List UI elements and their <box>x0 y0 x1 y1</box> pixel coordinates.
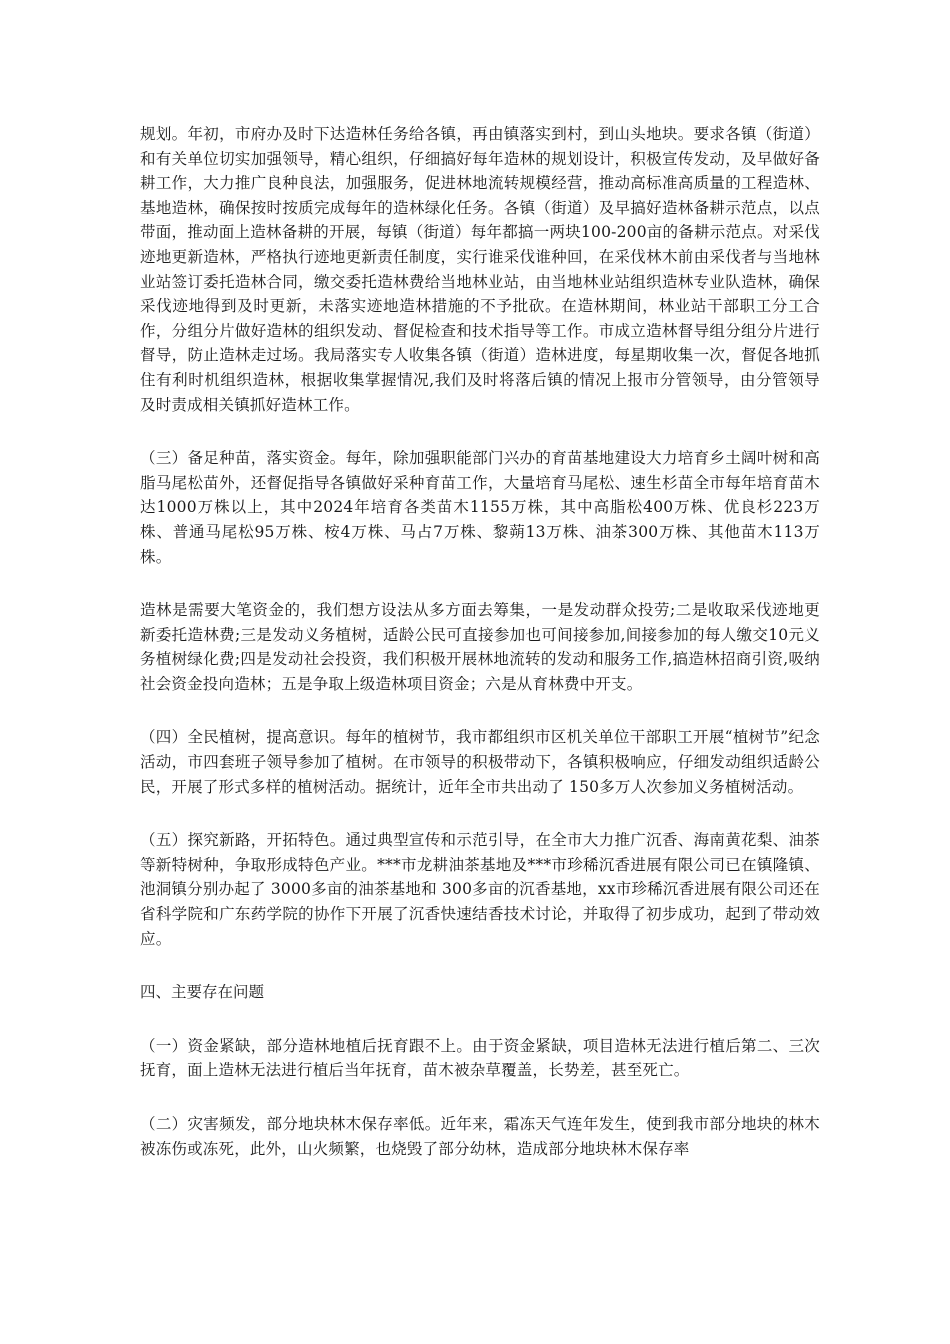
paragraph-afforestation-planning: 规划。年初，市府办及时下达造林任务给各镇，再由镇落实到村，到山头地块。要求各镇（街道）和有关单位切实加强领导，精心组织，仔细搞好每年造林的规划设计，积极宣传发动，及早做好备耕工作，大力推广良种良法，加强服务，促进林地流转规模经营，推动高标准高质量的工程造林、基地造林，确保按时按质完成每年的造林绿化任务。各镇（街道）及早搞好造林备耕示范点，以点带面，推动面上造林备耕的开展，每镇（街道）每年都搞一两块100-200亩的备耕示范点。对采伐迹地更新造林，严格执行迹地更新责任制度，实行谁采伐谁种回，在采伐林木前由采伐者与当地林业站签订委托造林合同，缴交委托造林费给当地林业站，由当地林业站组织造林专业队造林，确保采伐迹地得到及时更新，未落实迹地造林措施的不予批砍。在造林期间，林业站干部职工分工合作，分组分片做好造林的组织发动、督促检查和技术指导等工作。市成立造林督导组分组分片进行督导，防止造林走过场。我局落实专人收集各镇（街道）造林进度，每星期收集一次，督促各地抓住有利时机组织造林，根据收集掌握情况,我们及时将落后镇的情况上报市分管领导，由分管领导及时责成相关镇抓好造林工作。 <box>140 125 820 414</box>
paragraph-funding-sources: 造林是需要大笔资金的，我们想方设法从多方面去筹集，一是发动群众投劳;二是收取采伐迹地更新委托造林费;三是发动义务植树，适龄公民可直接参加也可间接参加,间接参加的每人缴交10元义务植树绿化费;四是发动社会投资，我们积极开展林地流转的发动和服务工作,搞造林招商引资,吸纳社会资金投向造林；五是争取上级造林项目资金；六是从育林费中开支。 <box>140 601 820 693</box>
paragraph-new-paths: （五）探究新路，开拓特色。通过典型宣传和示范引导，在全市大力推广沉香、海南黄花梨、油茶等新特树种，争取形成特色产业。***市龙耕油茶基地及***市珍稀沉香进展有限公司已在镇隆镇、池洞镇分别办起了 3000多亩的油茶基地和 300多亩的沉香基地，xx市珍稀沉香进展有限公司还在省科学院和广东药学院的协作下开展了沉香快速结香技术讨论，并取得了初步成功，起到了带动效应。 <box>140 831 820 948</box>
section-heading-problems: 四、主要存在问题 <box>140 983 265 1002</box>
paragraph-problem-disasters: （二）灾害频发，部分地块林木保存率低。近年来，霜冻天气连年发生，使到我市部分地块的林木被冻伤或冻死，此外，山火频繁，也烧毁了部分幼林，造成部分地块林木保存率 <box>140 1115 820 1158</box>
paragraph-seedlings-funding: （三）备足种苗，落实资金。每年，除加强职能部门兴办的育苗基地建设大力培育乡土阔叶树和高脂马尾松苗外，还督促指导各镇做好采种育苗工作，大量培育马尾松、速生杉苗全市每年培育苗木达1000万株以上，其中2024年培育各类苗木1155万株，其中高脂松400万株、优良杉223万株、普通马尾松95万株、桉4万株、马占7万株、黎蒴13万株、油茶300万株、其他苗木113万株。 <box>140 449 820 566</box>
document-page <box>140 122 820 1190</box>
paragraph-problem-funding: （一）资金紧缺，部分造林地植后抚育跟不上。由于资金紧缺，项目造林无法进行植后第二、三次抚育，面上造林无法进行植后当年抚育，苗木被杂草覆盖，长势差，甚至死亡。 <box>140 1036 820 1080</box>
paragraph-tree-planting: （四）全民植树，提高意识。每年的植树节，我市都组织市区机关单位干部职工开展“植树节”纪念活动，市四套班子领导参加了植树。在市领导的积极带动下，各镇积极响应，仔细发动组织适龄公民，开展了形式多样的植树活动。据统计，近年全市共出动了 150多万人次参加义务植树活动。 <box>140 728 820 796</box>
